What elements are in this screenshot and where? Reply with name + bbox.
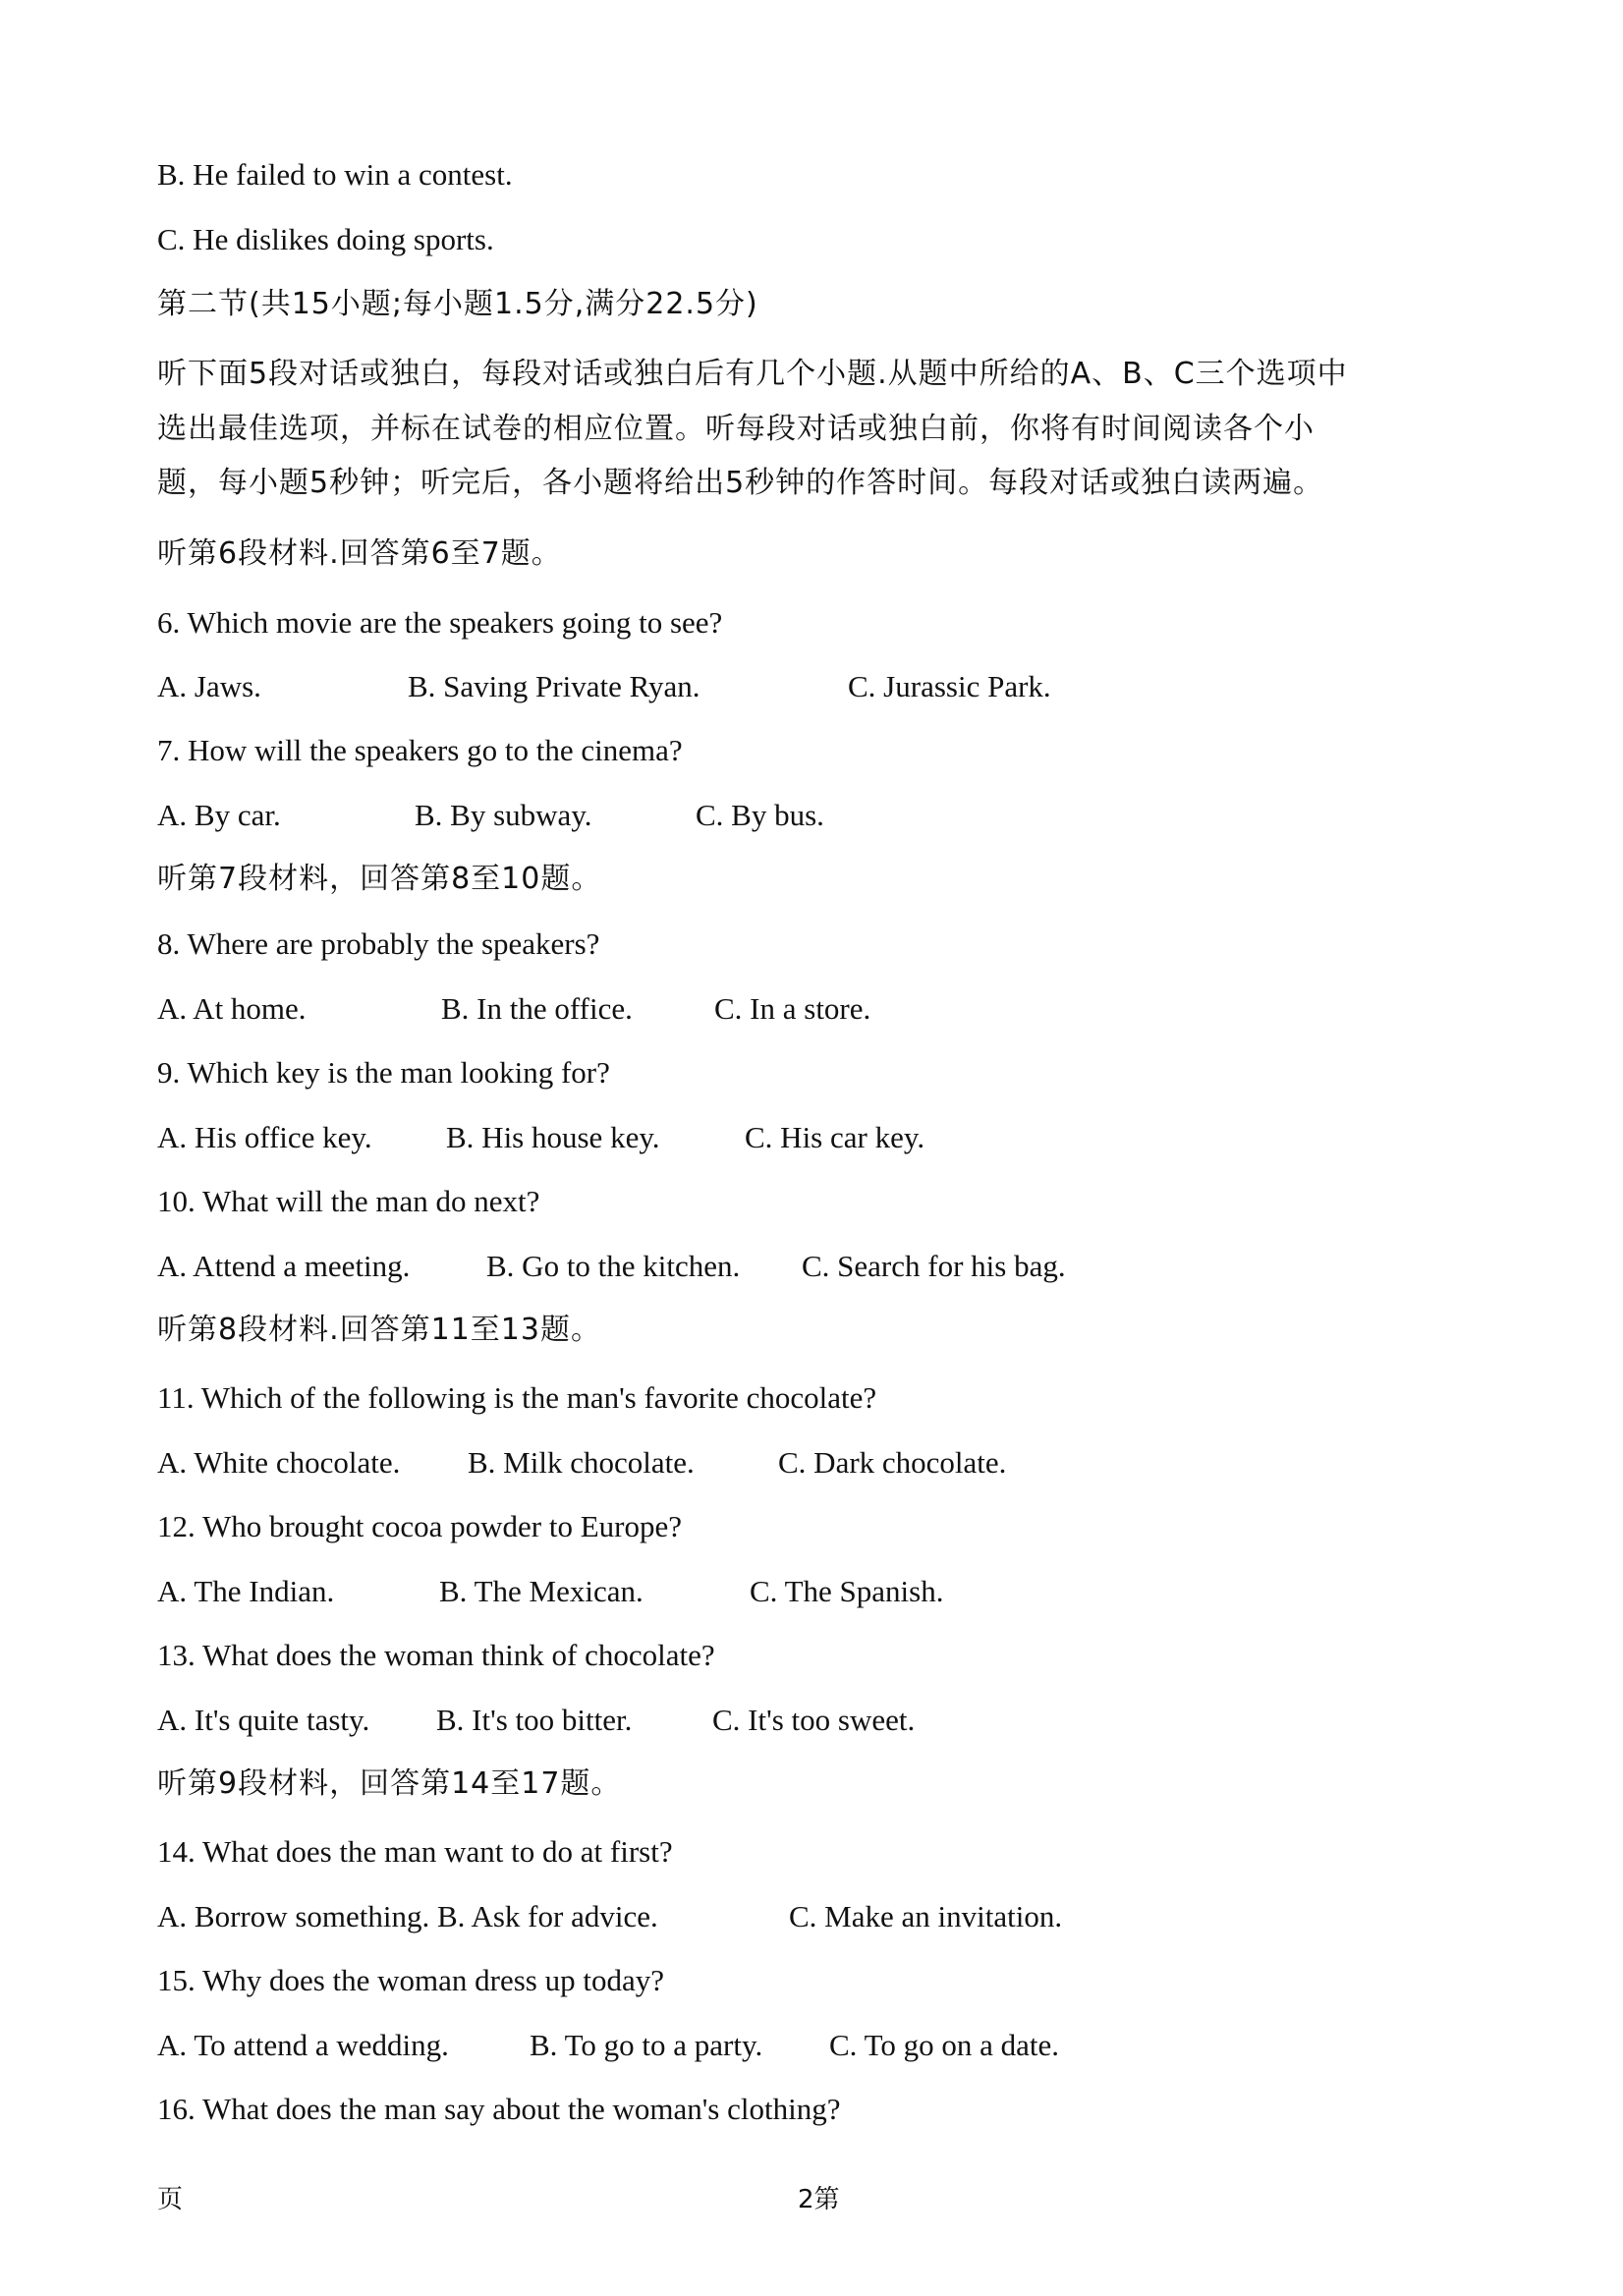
option-c: C. Search for his bag.: [802, 1249, 1066, 1283]
option-a: A. At home.: [157, 991, 307, 1026]
option-c: C. In a store.: [714, 991, 871, 1026]
option-b: B. It's too bitter.: [436, 1703, 633, 1737]
footer-left: 页: [157, 2185, 184, 2214]
option-a: A. To attend a wedding.: [157, 2028, 449, 2062]
option-a: A. White chocolate.: [157, 1445, 401, 1480]
question-14: 14. What does the man want to do at first?: [157, 1834, 673, 1869]
footer-page-number: 2第: [798, 2185, 840, 2214]
instructions-line-2: 选出最佳选项，并标在试卷的相应位置。听每段对话或独白前，你将有时间阅读各个小: [157, 412, 1315, 446]
option-line-q5-b: B. He failed to win a contest.: [157, 157, 513, 192]
option-b: B. Milk chocolate.: [468, 1445, 695, 1480]
option-c: C. The Spanish.: [750, 1574, 944, 1608]
question-12: 12. Who brought cocoa powder to Europe?: [157, 1509, 683, 1543]
option-a: A. Jaws.: [157, 669, 261, 703]
option-c: C. By bus.: [696, 798, 824, 832]
option-a-b: A. Borrow something. B. Ask for advice.: [157, 1899, 658, 1933]
option-c: C. Dark chocolate.: [778, 1445, 1007, 1480]
option-c: C. It's too sweet.: [712, 1703, 916, 1737]
option-b: B. Saving Private Ryan.: [408, 669, 700, 703]
option-c: C. To go on a date.: [829, 2028, 1060, 2062]
option-b: B. Go to the kitchen.: [486, 1249, 741, 1283]
segment-heading-6: 听第6段材料.回答第6至7题。: [157, 536, 562, 571]
segment-heading-8: 听第8段材料.回答第11至13题。: [157, 1313, 601, 1347]
section-header: 第二节(共15小题;每小题1.5分,满分22.5分): [157, 287, 758, 321]
question-13: 13. What does the woman think of chocolate?: [157, 1638, 715, 1672]
option-b: B. In the office.: [441, 991, 633, 1026]
instructions-line-3: 题，每小题5秒钟；听完后，各小题将给出5秒钟的作答时间。每段对话或独白读两遍。: [157, 466, 1324, 500]
segment-heading-9: 听第9段材料，回答第14至17题。: [157, 1766, 622, 1801]
option-c: C. Make an invitation.: [789, 1899, 1063, 1933]
option-b: B. By subway.: [415, 798, 592, 832]
question-16: 16. What does the man say about the woman's clothing?: [157, 2092, 841, 2126]
question-11: 11. Which of the following is the man's favorite chocolate?: [157, 1380, 877, 1415]
question-10: 10. What will the man do next?: [157, 1184, 540, 1218]
question-15: 15. Why does the woman dress up today?: [157, 1963, 664, 1997]
instructions-line-1: 听下面5段对话或独白，每段对话或独白后有几个小题.从题中所给的A、B、C三个选项中: [157, 357, 1348, 391]
option-b: B. The Mexican.: [439, 1574, 644, 1608]
option-a: A. The Indian.: [157, 1574, 335, 1608]
option-c: C. Jurassic Park.: [848, 669, 1051, 703]
option-b: B. His house key.: [446, 1120, 660, 1154]
option-a: A. It's quite tasty.: [157, 1703, 370, 1737]
question-9: 9. Which key is the man looking for?: [157, 1055, 610, 1090]
option-c: C. His car key.: [745, 1120, 925, 1154]
option-line-q5-c: C. He dislikes doing sports.: [157, 222, 494, 256]
question-7: 7. How will the speakers go to the cinema?: [157, 733, 683, 767]
option-a: A. His office key.: [157, 1120, 372, 1154]
option-b: B. To go to a party.: [530, 2028, 763, 2062]
question-8: 8. Where are probably the speakers?: [157, 926, 600, 961]
option-a: A. By car.: [157, 798, 281, 832]
question-6: 6. Which movie are the speakers going to see?: [157, 605, 723, 640]
option-a: A. Attend a meeting.: [157, 1249, 411, 1283]
segment-heading-7: 听第7段材料，回答第8至10题。: [157, 862, 602, 896]
